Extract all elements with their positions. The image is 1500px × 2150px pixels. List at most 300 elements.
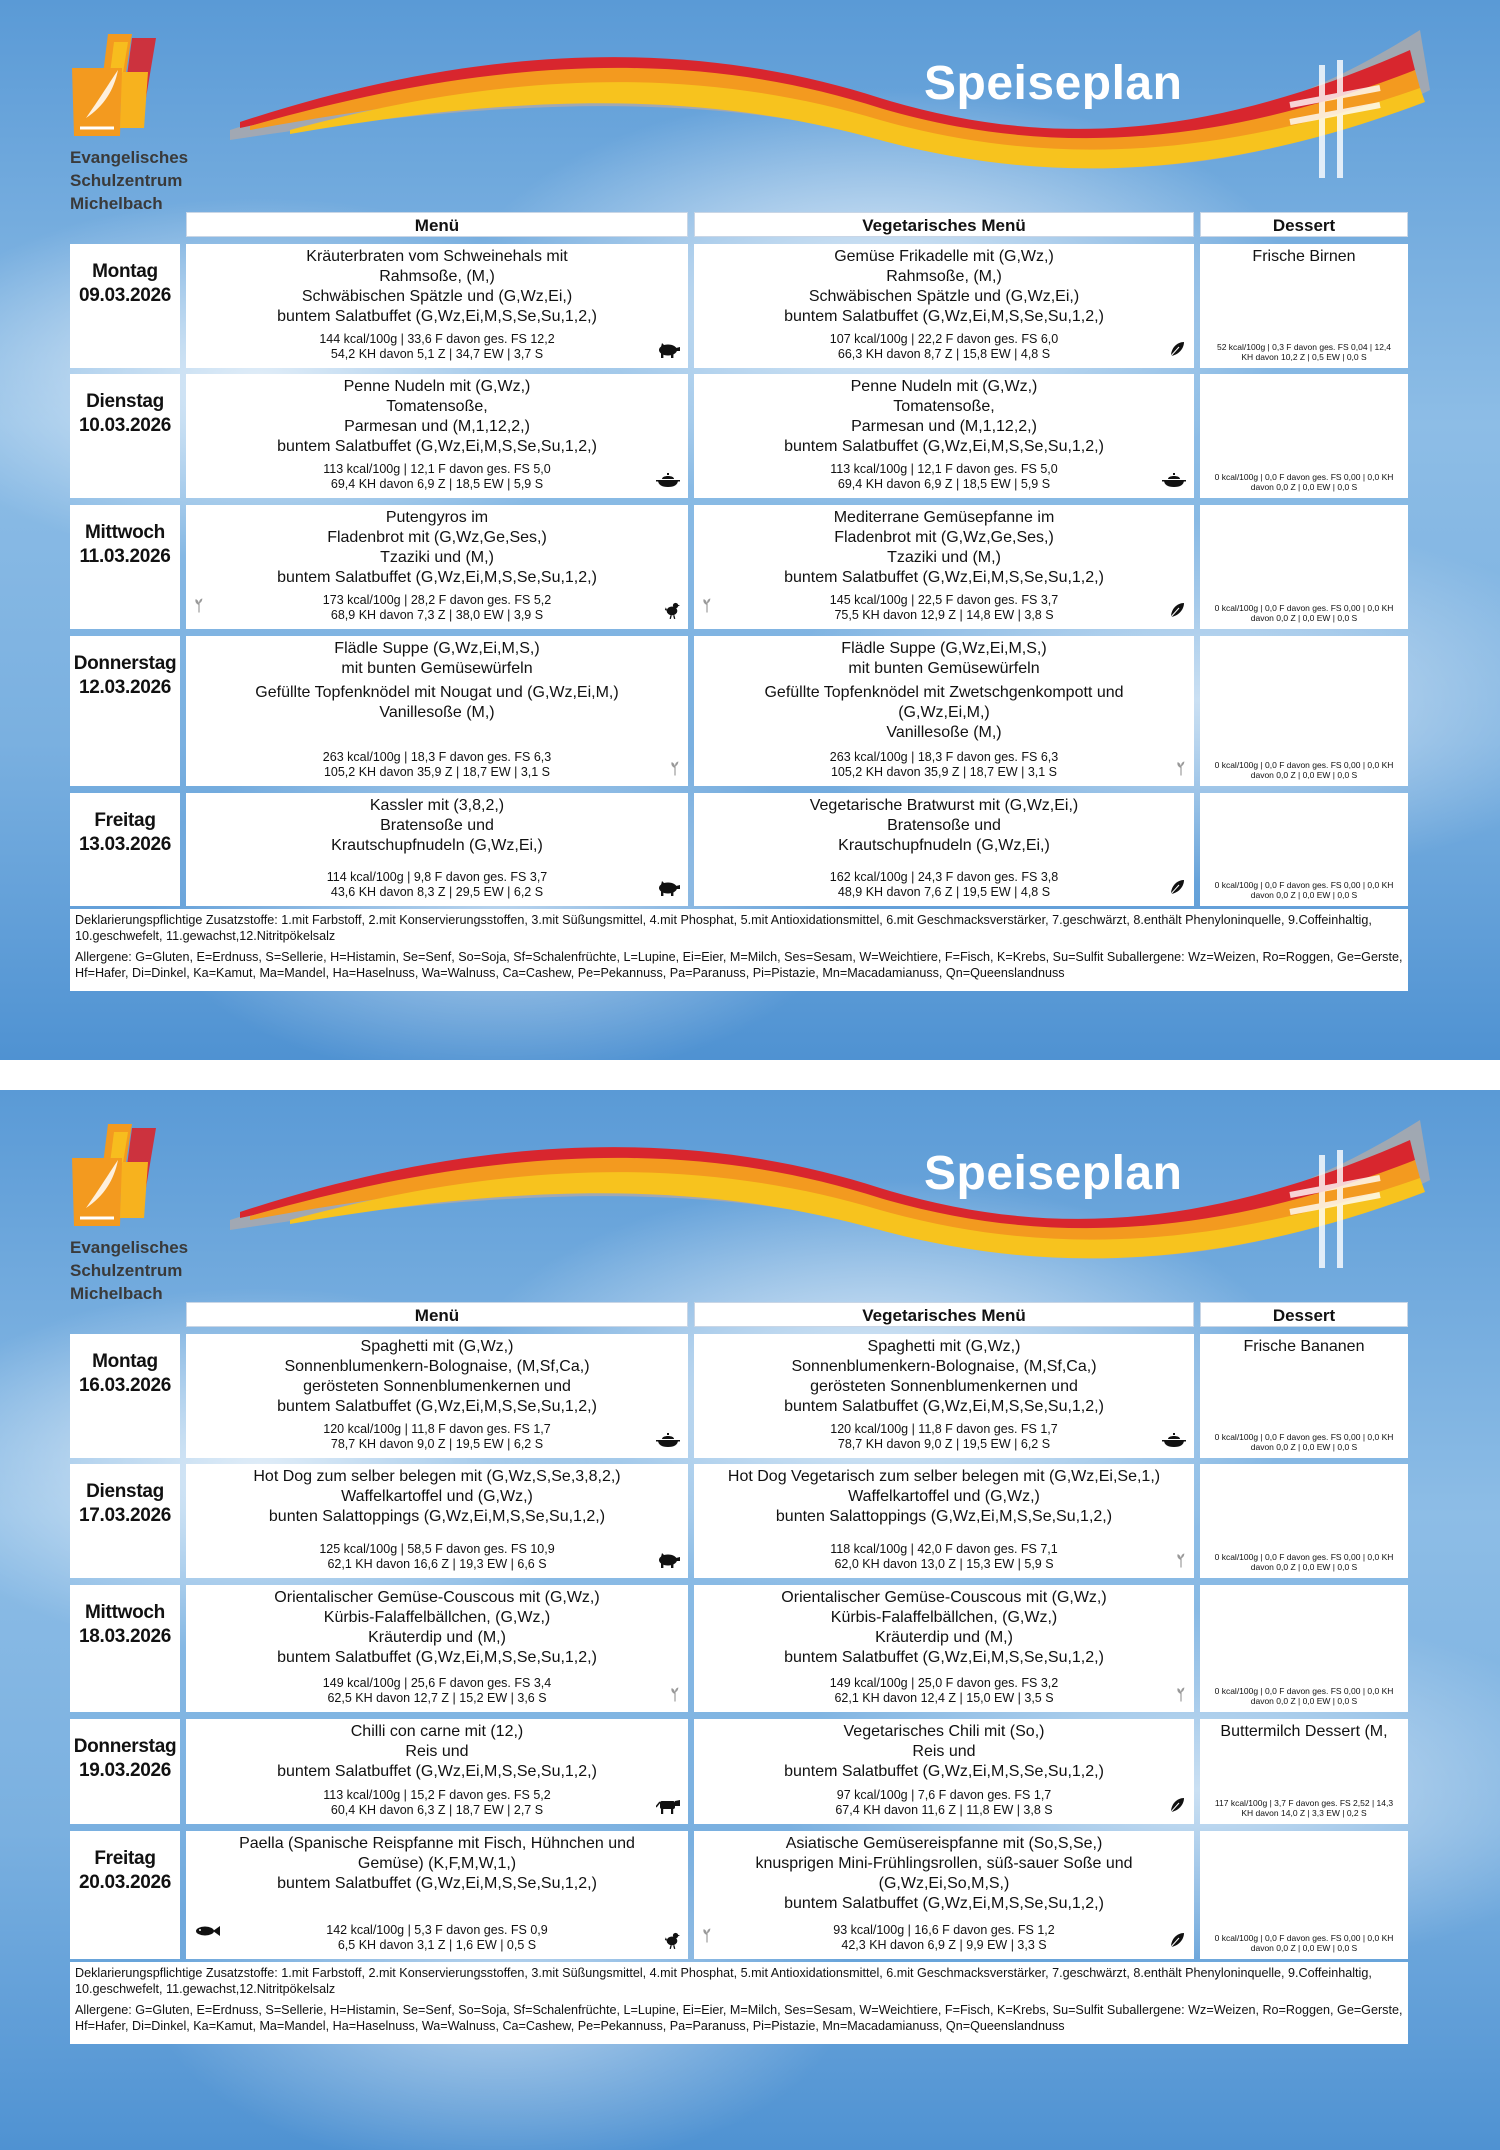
leaf-icon — [1162, 601, 1186, 619]
nutrition-line-1: 114 kcal/100g | 9,8 F davon ges. FS 3,7 — [326, 870, 548, 884]
nutrition-line-1: 263 kcal/100g | 18,3 F davon ges. FS 6,3 — [829, 750, 1059, 764]
day-label — [70, 1334, 180, 1458]
dish-line: Frische Birnen — [1252, 248, 1356, 265]
day-label — [70, 1585, 180, 1712]
dessert-cell — [1200, 1719, 1408, 1824]
dish-line: Tomatensoße, — [893, 398, 995, 415]
nutrition-line-2: 75,5 KH davon 12,9 Z | 14,8 EW | 3,8 S — [834, 608, 1054, 622]
pot-icon — [656, 470, 680, 488]
column-header-menu: Menü — [186, 1302, 688, 1327]
menu-cell — [186, 1831, 688, 1959]
dish-line: Krautschupfnudeln (G,Wz,Ei,) — [331, 837, 543, 854]
dish-line: Gefüllte Topfenknödel mit Nougat und (G,Wz,Ei,M,) — [255, 684, 619, 701]
nutrition-line-2: 68,9 KH davon 7,3 Z | 38,0 EW | 3,9 S — [330, 608, 544, 622]
dish-line: Buttermilch Dessert (M, — [1220, 1723, 1388, 1740]
dish-text — [700, 1467, 1188, 1527]
menu-cell — [186, 505, 688, 629]
dish-line: Orientalischer Gemüse-Couscous mit (G,Wz,) — [781, 1589, 1107, 1606]
day-name: Dienstag — [86, 1481, 164, 1502]
nutrition-line-1: 113 kcal/100g | 12,1 F davon ges. FS 5,0 — [323, 462, 551, 476]
footer-legend — [70, 909, 1408, 991]
nutrition-line-1: 0 kcal/100g | 0,0 F davon ges. FS 0,00 | 0,0 KH davon 0,0 Z | 0,0 EW | 0,0 S — [1214, 880, 1394, 900]
dessert-cell — [1200, 505, 1408, 629]
nutrition-info — [186, 870, 688, 900]
column-header-dessert: Dessert — [1200, 212, 1408, 237]
nutrition-line-1: 0 kcal/100g | 0,0 F davon ges. FS 0,00 | 0,0 KH davon 0,0 Z | 0,0 EW | 0,0 S — [1214, 1933, 1394, 1953]
dish-line: Vanillesoße (M,) — [886, 724, 1002, 741]
day-date: 20.03.2026 — [78, 1872, 172, 1893]
dish-line: buntem Salatbuffet (G,Wz,Ei,M,S,Se,Su,1,2,) — [277, 1649, 597, 1666]
nutrition-info — [1200, 603, 1408, 623]
chicken-icon — [656, 1931, 680, 1949]
sprout-icon — [194, 597, 208, 615]
nutrition-line-1: 52 kcal/100g | 0,3 F davon ges. FS 0,04 | 12,4 KH davon 10,2 Z | 0,5 EW | 0,0 S — [1216, 342, 1392, 362]
nutrition-info — [1200, 760, 1408, 780]
sprout-icon — [656, 758, 680, 776]
nutrition-line-2: 67,4 KH davon 11,6 Z | 11,8 EW | 3,8 S — [835, 1803, 1053, 1817]
day-row — [70, 374, 1408, 498]
nutrition-line-2: 105,2 KH davon 35,9 Z | 18,7 EW | 3,1 S — [323, 765, 551, 779]
day-date: 19.03.2026 — [78, 1760, 172, 1781]
nutrition-info — [694, 870, 1194, 900]
dish-line: mit bunten Gemüsewürfeln — [848, 660, 1040, 677]
nutrition-line-1: 0 kcal/100g | 0,0 F davon ges. FS 0,00 | 0,0 KH davon 0,0 Z | 0,0 EW | 0,0 S — [1214, 472, 1394, 492]
dish-line: Frische Bananen — [1243, 1338, 1365, 1355]
nutrition-info — [694, 1676, 1194, 1706]
nutrition-line-1: 149 kcal/100g | 25,6 F davon ges. FS 3,4 — [322, 1676, 552, 1690]
dish-line: Asiatische Gemüsereispfanne mit (So,S,Se,) — [785, 1835, 1103, 1852]
pot-icon — [656, 1430, 680, 1448]
dish-line: bunten Salattoppings (G,Wz,Ei,M,S,Se,Su,1,2,) — [775, 1508, 1113, 1525]
nutrition-line-1: 162 kcal/100g | 24,3 F davon ges. FS 3,8 — [829, 870, 1059, 884]
nutrition-info — [186, 1788, 688, 1818]
column-header-dessert: Dessert — [1200, 1302, 1408, 1327]
dish-line: buntem Salatbuffet (G,Wz,Ei,M,S,Se,Su,1,2,) — [784, 1895, 1104, 1912]
dish-line: buntem Salatbuffet (G,Wz,Ei,M,S,Se,Su,1,2,) — [277, 438, 597, 455]
dish-line: Tomatensoße, — [386, 398, 488, 415]
dish-line: Tzaziki und (M,) — [380, 549, 494, 566]
allergens-legend: Allergene: G=Gluten, E=Erdnuss, S=Sellerie, H=Histamin, Se=Senf, So=Soja, Sf=Schalenfrüchte, L=Lupine, Ei=Eier, M=Milch, Ses=Sesam, W=Weichtiere, F=Fisch, K=Krebs, Su=Sulfit Suballergene: Wz=Weizen, Ro=Roggen, Ge=Gerste, Hf=Hafer, Di=Dinkel, Ka=Kamut, Ma=Mandel, Ha=Haselnuss, Wa=Walnuss, Ca=Cashew, Pe=Pekannuss, Pa=Paranuss, Pi=Pistazie, Mn=Macadamianuss, Qn=Queenslandnuss — [75, 2003, 1403, 2033]
dish-line: Spaghetti mit (G,Wz,) — [867, 1338, 1021, 1355]
nutrition-line-2: 105,2 KH davon 35,9 Z | 18,7 EW | 3,1 S — [830, 765, 1058, 779]
day-name: Mittwoch — [85, 1602, 165, 1623]
pot-icon — [1162, 1430, 1186, 1448]
dish-line: buntem Salatbuffet (G,Wz,Ei,M,S,Se,Su,1,2,) — [784, 1763, 1104, 1780]
dish-text — [700, 1337, 1188, 1417]
nutrition-line-1: 173 kcal/100g | 28,2 F davon ges. FS 5,2 — [322, 593, 552, 607]
dish-line: Schwäbischen Spätzle und (G,Wz,Ei,) — [808, 288, 1080, 305]
dish-text — [192, 1467, 682, 1527]
sprout-icon — [1162, 758, 1186, 776]
dish-line: Kürbis-Falaffelbällchen, (G,Wz,) — [323, 1609, 551, 1626]
dish-line: (G,Wz,Ei,M,) — [898, 704, 990, 721]
nutrition-line-2: 66,3 KH davon 8,7 Z | 15,8 EW | 4,8 S — [837, 347, 1051, 361]
day-row — [70, 793, 1408, 906]
day-date: 10.03.2026 — [78, 415, 172, 436]
dish-line: buntem Salatbuffet (G,Wz,Ei,M,S,Se,Su,1,2,) — [277, 1763, 597, 1780]
dish-line: knusprigen Mini-Frühlingsrollen, süß-sauer Soße und — [755, 1855, 1133, 1872]
day-label — [70, 1464, 180, 1578]
dish-line: buntem Salatbuffet (G,Wz,Ei,M,S,Se,Su,1,2,) — [784, 1649, 1104, 1666]
dish-line: Orientalischer Gemüse-Couscous mit (G,Wz,) — [274, 1589, 600, 1606]
dish-line: Sonnenblumenkern-Bolognaise, (M,Sf,Ca,) — [791, 1358, 1097, 1375]
nutrition-line-2: 78,7 KH davon 9,0 Z | 19,5 EW | 6,2 S — [837, 1437, 1051, 1451]
nutrition-info — [694, 593, 1194, 623]
nutrition-info — [1200, 342, 1408, 362]
dish-line: buntem Salatbuffet (G,Wz,Ei,M,S,Se,Su,1,2,) — [277, 1398, 597, 1415]
nutrition-line-1: 0 kcal/100g | 0,0 F davon ges. FS 0,00 | 0,0 KH davon 0,0 Z | 0,0 EW | 0,0 S — [1214, 760, 1394, 780]
nutrition-info — [694, 462, 1194, 492]
day-label — [70, 374, 180, 498]
nutrition-line-1: 144 kcal/100g | 33,6 F davon ges. FS 12,2 — [319, 332, 555, 346]
nutrition-info — [186, 593, 688, 623]
nutrition-line-1: 149 kcal/100g | 25,0 F davon ges. FS 3,2 — [829, 1676, 1059, 1690]
day-row — [70, 636, 1408, 786]
dish-text — [700, 1588, 1188, 1668]
dish-text — [192, 1834, 682, 1894]
nutrition-info — [186, 1923, 688, 1953]
school-name-line: Schulzentrum — [70, 171, 183, 190]
day-label — [70, 793, 180, 906]
day-label — [70, 505, 180, 629]
dish-text — [700, 796, 1188, 856]
leaf-icon — [1162, 1931, 1186, 1949]
nutrition-info — [1200, 1432, 1408, 1452]
nutrition-line-1: 97 kcal/100g | 7,6 F davon ges. FS 1,7 — [836, 1788, 1052, 1802]
veg-menu-cell — [694, 793, 1194, 906]
school-name-line: Michelbach — [70, 194, 163, 213]
day-label — [70, 244, 180, 368]
pig-icon — [656, 878, 680, 896]
nutrition-line-2: 48,9 KH davon 7,6 Z | 19,5 EW | 4,8 S — [837, 885, 1051, 899]
dish-line: buntem Salatbuffet (G,Wz,Ei,M,S,Se,Su,1,2,) — [784, 308, 1104, 325]
dish-text — [700, 247, 1188, 327]
dessert-cell — [1200, 374, 1408, 498]
dish-line: gerösteten Sonnenblumenkernen und — [810, 1378, 1078, 1395]
dish-text — [700, 377, 1188, 457]
veg-menu-cell — [694, 374, 1194, 498]
nutrition-info — [186, 332, 688, 362]
nutrition-line-1: 0 kcal/100g | 0,0 F davon ges. FS 0,00 | 0,0 KH davon 0,0 Z | 0,0 EW | 0,0 S — [1214, 603, 1394, 623]
day-date: 11.03.2026 — [79, 546, 171, 567]
dish-line: buntem Salatbuffet (G,Wz,Ei,M,S,Se,Su,1,2,) — [784, 438, 1104, 455]
veg-menu-cell — [694, 636, 1194, 786]
dish-line: Parmesan und (M,1,12,2,) — [344, 418, 530, 435]
nutrition-info — [694, 1923, 1194, 1953]
day-name: Mittwoch — [85, 522, 165, 543]
nutrition-info — [694, 1542, 1194, 1572]
nutrition-line-1: 113 kcal/100g | 12,1 F davon ges. FS 5,0 — [830, 462, 1058, 476]
column-header-menu: Menü — [186, 212, 688, 237]
nutrition-info — [694, 750, 1194, 780]
day-name: Freitag — [94, 810, 156, 831]
sprout-icon — [702, 597, 716, 615]
footer-legend — [70, 1962, 1408, 2044]
dish-line: buntem Salatbuffet (G,Wz,Ei,M,S,Se,Su,1,2,) — [784, 1398, 1104, 1415]
nutrition-line-2: 62,1 KH davon 12,4 Z | 15,0 EW | 3,5 S — [834, 1691, 1054, 1705]
dish-line: Flädle Suppe (G,Wz,Ei,M,S,) — [334, 640, 540, 657]
dish-line: Reis und — [912, 1743, 976, 1760]
nutrition-info — [186, 750, 688, 780]
dessert-cell — [1200, 1585, 1408, 1712]
dessert-cell — [1200, 1831, 1408, 1959]
dessert-cell — [1200, 636, 1408, 786]
dish-line: Paella (Spanische Reispfanne mit Fisch, Hühnchen und — [239, 1835, 635, 1852]
dish-line: Fladenbrot mit (G,Wz,Ge,Ses,) — [834, 529, 1054, 546]
dessert-cell — [1200, 1464, 1408, 1578]
nutrition-info — [694, 332, 1194, 362]
menu-cell — [186, 1585, 688, 1712]
dish-line: Vegetarische Bratwurst mit (G,Wz,Ei,) — [809, 797, 1079, 814]
dish-line: Kräuterdip und (M,) — [875, 1629, 1013, 1646]
nutrition-info — [186, 1676, 688, 1706]
menu-cell — [186, 1334, 688, 1458]
chicken-icon — [656, 601, 680, 619]
nutrition-line-2: 62,1 KH davon 16,6 Z | 19,3 EW | 6,6 S — [327, 1557, 547, 1571]
sprout-icon — [656, 1684, 680, 1702]
nutrition-info — [1200, 1933, 1408, 1953]
dish-second-course — [700, 683, 1188, 743]
dish-text — [1206, 1722, 1402, 1742]
nutrition-line-1: 113 kcal/100g | 15,2 F davon ges. FS 5,2 — [323, 1788, 551, 1802]
dish-line: Waffelkartoffel und (G,Wz,) — [848, 1488, 1040, 1505]
nutrition-line-1: 145 kcal/100g | 22,5 F davon ges. FS 3,7 — [829, 593, 1059, 607]
nutrition-line-1: 117 kcal/100g | 3,7 F davon ges. FS 2,52 | 14,3 KH davon 14,0 Z | 3,3 EW | 0,2 S — [1214, 1798, 1394, 1818]
page-title: Speiseplan — [924, 57, 1183, 110]
page-title: Speiseplan — [924, 1147, 1183, 1200]
veg-menu-cell — [694, 1334, 1194, 1458]
nutrition-line-2: 62,0 KH davon 13,0 Z | 15,3 EW | 5,9 S — [834, 1557, 1054, 1571]
leaf-icon — [1162, 878, 1186, 896]
cow-icon — [656, 1796, 680, 1814]
nutrition-info — [1200, 1798, 1408, 1818]
nutrition-line-1: 93 kcal/100g | 16,6 F davon ges. FS 1,2 — [833, 1923, 1055, 1937]
dish-line: Mediterrane Gemüsepfanne im — [833, 509, 1055, 526]
dish-line: Vegetarisches Chili mit (So,) — [843, 1723, 1045, 1740]
nutrition-line-1: 0 kcal/100g | 0,0 F davon ges. FS 0,00 | 0,0 KH davon 0,0 Z | 0,0 EW | 0,0 S — [1214, 1552, 1394, 1572]
nutrition-info — [186, 1542, 688, 1572]
nutrition-line-1: 107 kcal/100g | 22,2 F davon ges. FS 6,0 — [829, 332, 1059, 346]
school-name — [70, 1236, 188, 1305]
dish-line: Krautschupfnudeln (G,Wz,Ei,) — [838, 837, 1050, 854]
day-name: Donnerstag — [73, 653, 177, 674]
dish-text — [700, 639, 1188, 743]
dish-line: Gefüllte Topfenknödel mit Zwetschgenkompott und — [764, 684, 1124, 701]
dish-line: buntem Salatbuffet (G,Wz,Ei,M,S,Se,Su,1,2,) — [277, 1875, 597, 1892]
dish-line: buntem Salatbuffet (G,Wz,Ei,M,S,Se,Su,1,2,) — [277, 308, 597, 325]
dish-line: Schwäbischen Spätzle und (G,Wz,Ei,) — [301, 288, 573, 305]
nutrition-line-2: 69,4 KH davon 6,9 Z | 18,5 EW | 5,9 S — [330, 477, 544, 491]
column-header-veg: Vegetarisches Menü — [694, 212, 1194, 237]
dish-text — [700, 508, 1188, 588]
menu-cell — [186, 374, 688, 498]
nutrition-line-2: 60,4 KH davon 6,3 Z | 18,7 EW | 2,7 S — [330, 1803, 544, 1817]
dish-line: Hot Dog Vegetarisch zum selber belegen mit (G,Wz,Ei,Se,1,) — [727, 1468, 1161, 1485]
dish-line: Parmesan und (M,1,12,2,) — [851, 418, 1037, 435]
dish-line: Spaghetti mit (G,Wz,) — [360, 1338, 514, 1355]
nutrition-info — [694, 1422, 1194, 1452]
additives-legend: Deklarierungspflichtige Zusatzstoffe: 1.mit Farbstoff, 2.mit Konservierungsstoffen, 3.mit Süßungsmittel, 4.mit Phosphat, 5.mit Antioxidationsmittel, 6.mit Geschmacksverstärker, 7.geschwärzt, 8.enthält Phenyloninquelle, 9.Coffeinhaltig, 10.geschwefelt, 11.gewachst,12.Nitritpökelsalz — [75, 1966, 1372, 1996]
day-date: 13.03.2026 — [78, 834, 172, 855]
dish-text — [192, 247, 682, 327]
veg-menu-cell — [694, 505, 1194, 629]
header-swoosh — [230, 10, 1430, 190]
dish-text — [192, 639, 682, 723]
dish-line: Kassler mit (3,8,2,) — [369, 797, 505, 814]
day-date: 09.03.2026 — [78, 285, 172, 306]
dish-text — [192, 1722, 682, 1782]
nutrition-line-2: 69,4 KH davon 6,9 Z | 18,5 EW | 5,9 S — [837, 477, 1051, 491]
nutrition-info — [186, 1422, 688, 1452]
dish-line: Kürbis-Falaffelbällchen, (G,Wz,) — [830, 1609, 1058, 1626]
dish-line: Gemüse) (K,F,M,W,1,) — [357, 1855, 517, 1872]
school-name-line: Schulzentrum — [70, 1261, 183, 1280]
nutrition-info — [1200, 1686, 1408, 1706]
day-row — [70, 244, 1408, 368]
dish-line: mit bunten Gemüsewürfeln — [341, 660, 533, 677]
header-swoosh — [230, 1100, 1430, 1280]
dish-line: gerösteten Sonnenblumenkernen und — [303, 1378, 571, 1395]
day-label — [70, 636, 180, 786]
dish-text — [700, 1722, 1188, 1782]
leaf-icon — [1162, 340, 1186, 358]
day-name: Montag — [92, 261, 158, 282]
dish-line: Waffelkartoffel und (G,Wz,) — [341, 1488, 533, 1505]
dish-line: Sonnenblumenkern-Bolognaise, (M,Sf,Ca,) — [284, 1358, 590, 1375]
dish-text — [192, 508, 682, 588]
day-row — [70, 1464, 1408, 1578]
dish-text — [192, 1588, 682, 1668]
menu-cell — [186, 1719, 688, 1824]
pig-icon — [656, 340, 680, 358]
day-date: 18.03.2026 — [78, 1626, 172, 1647]
day-row — [70, 1585, 1408, 1712]
school-name — [70, 146, 188, 215]
dish-line: Rahmsoße, (M,) — [886, 268, 1002, 285]
nutrition-info — [186, 462, 688, 492]
dish-line: Gemüse Frikadelle mit (G,Wz,) — [834, 248, 1054, 265]
school-name-line: Michelbach — [70, 1284, 163, 1303]
dessert-cell — [1200, 244, 1408, 368]
dish-line: Flädle Suppe (G,Wz,Ei,M,S,) — [841, 640, 1047, 657]
veg-menu-cell — [694, 1585, 1194, 1712]
nutrition-line-1: 142 kcal/100g | 5,3 F davon ges. FS 0,9 — [326, 1923, 548, 1937]
column-header-veg: Vegetarisches Menü — [694, 1302, 1194, 1327]
dish-line: Bratensoße und — [380, 817, 494, 834]
fish-icon — [194, 1925, 222, 1943]
day-name: Dienstag — [86, 391, 164, 412]
nutrition-line-1: 0 kcal/100g | 0,0 F davon ges. FS 0,00 | 0,0 KH davon 0,0 Z | 0,0 EW | 0,0 S — [1214, 1686, 1394, 1706]
dessert-cell — [1200, 793, 1408, 906]
dish-line: Vanillesoße (M,) — [379, 704, 495, 721]
nutrition-line-1: 120 kcal/100g | 11,8 F davon ges. FS 1,7 — [830, 1422, 1058, 1436]
nutrition-line-1: 125 kcal/100g | 58,5 F davon ges. FS 10,9 — [319, 1542, 555, 1556]
day-label — [70, 1831, 180, 1959]
nutrition-line-2: 6,5 KH davon 3,1 Z | 1,6 EW | 0,5 S — [337, 1938, 537, 1952]
sprout-icon — [1162, 1550, 1186, 1568]
additives-legend: Deklarierungspflichtige Zusatzstoffe: 1.mit Farbstoff, 2.mit Konservierungsstoffen, 3.mit Süßungsmittel, 4.mit Phosphat, 5.mit Antioxidationsmittel, 6.mit Geschmacksverstärker, 7.geschwärzt, 8.enthält Phenyloninquelle, 9.Coffeinhaltig, 10.geschwefelt, 11.gewachst,12.Nitritpökelsalz — [75, 913, 1372, 943]
menu-week-2 — [0, 1090, 1500, 2150]
sprout-icon — [1162, 1684, 1186, 1702]
dish-line: Tzaziki und (M,) — [887, 549, 1001, 566]
day-row — [70, 1334, 1408, 1458]
nutrition-line-2: 54,2 KH davon 5,1 Z | 34,7 EW | 3,7 S — [330, 347, 544, 361]
day-name: Freitag — [94, 1848, 156, 1869]
nutrition-info — [1200, 472, 1408, 492]
day-name: Donnerstag — [73, 1736, 177, 1757]
day-date: 17.03.2026 — [78, 1505, 172, 1526]
dish-line: (G,Wz,Ei,So,M,S,) — [878, 1875, 1010, 1892]
dish-line: buntem Salatbuffet (G,Wz,Ei,M,S,Se,Su,1,2,) — [784, 569, 1104, 586]
nutrition-line-1: 263 kcal/100g | 18,3 F davon ges. FS 6,3 — [322, 750, 552, 764]
nutrition-line-2: 43,6 KH davon 8,3 Z | 29,5 EW | 6,2 S — [330, 885, 544, 899]
dish-line: Kräuterdip und (M,) — [368, 1629, 506, 1646]
veg-menu-cell — [694, 1719, 1194, 1824]
menu-cell — [186, 793, 688, 906]
dish-line: Reis und — [405, 1743, 469, 1760]
menu-cell — [186, 636, 688, 786]
dish-line: buntem Salatbuffet (G,Wz,Ei,M,S,Se,Su,1,2,) — [277, 569, 597, 586]
menu-cell — [186, 244, 688, 368]
day-date: 16.03.2026 — [78, 1375, 172, 1396]
nutrition-info — [1200, 1552, 1408, 1572]
dish-line: Kräuterbraten vom Schweinehals mit — [306, 248, 568, 265]
dish-text — [700, 1834, 1188, 1914]
veg-menu-cell — [694, 1831, 1194, 1959]
day-date: 12.03.2026 — [78, 677, 172, 698]
nutrition-line-1: 0 kcal/100g | 0,0 F davon ges. FS 0,00 | 0,0 KH davon 0,0 Z | 0,0 EW | 0,0 S — [1214, 1432, 1394, 1452]
nutrition-line-2: 78,7 KH davon 9,0 Z | 19,5 EW | 6,2 S — [330, 1437, 544, 1451]
menu-cell — [186, 1464, 688, 1578]
nutrition-info — [1200, 880, 1408, 900]
menu-week-1 — [0, 0, 1500, 1060]
dish-line: Hot Dog zum selber belegen mit (G,Wz,S,Se,3,8,2,) — [253, 1468, 621, 1485]
school-logo — [70, 1118, 180, 1228]
dish-text — [192, 1337, 682, 1417]
dish-line: bunten Salattoppings (G,Wz,Ei,M,S,Se,Su,1,2,) — [268, 1508, 606, 1525]
day-row — [70, 1831, 1408, 1959]
day-row — [70, 505, 1408, 629]
nutrition-line-1: 120 kcal/100g | 11,8 F davon ges. FS 1,7 — [323, 1422, 551, 1436]
dish-text — [1206, 1337, 1402, 1357]
veg-menu-cell — [694, 1464, 1194, 1578]
dish-line: Penne Nudeln mit (G,Wz,) — [850, 378, 1038, 395]
day-label — [70, 1719, 180, 1824]
nutrition-line-2: 62,5 KH davon 12,7 Z | 15,2 EW | 3,6 S — [327, 1691, 547, 1705]
dish-line: Chilli con carne mit (12,) — [350, 1723, 524, 1740]
sprout-icon — [702, 1927, 716, 1945]
leaf-icon — [1162, 1796, 1186, 1814]
dish-line: Penne Nudeln mit (G,Wz,) — [343, 378, 531, 395]
dish-line: Rahmsoße, (M,) — [379, 268, 495, 285]
pot-icon — [1162, 470, 1186, 488]
nutrition-info — [694, 1788, 1194, 1818]
dish-line: Bratensoße und — [887, 817, 1001, 834]
dish-line: Fladenbrot mit (G,Wz,Ge,Ses,) — [327, 529, 547, 546]
day-row — [70, 1719, 1408, 1824]
allergens-legend: Allergene: G=Gluten, E=Erdnuss, S=Sellerie, H=Histamin, Se=Senf, So=Soja, Sf=Schalenfrüchte, L=Lupine, Ei=Eier, M=Milch, Ses=Sesam, W=Weichtiere, F=Fisch, K=Krebs, Su=Sulfit Suballergene: Wz=Weizen, Ro=Roggen, Ge=Gerste, Hf=Hafer, Di=Dinkel, Ka=Kamut, Ma=Mandel, Ha=Haselnuss, Wa=Walnuss, Ca=Cashew, Pe=Pekannuss, Pa=Paranuss, Pi=Pistazie, Mn=Macadamianuss, Qn=Queenslandnuss — [75, 950, 1403, 980]
dish-line: Putengyros im — [385, 509, 489, 526]
page-gap — [0, 1060, 1500, 1090]
dish-text — [1206, 247, 1402, 267]
dish-text — [192, 377, 682, 457]
nutrition-line-1: 118 kcal/100g | 42,0 F davon ges. FS 7,1 — [830, 1542, 1058, 1556]
school-name-line: Evangelisches — [70, 148, 189, 167]
nutrition-line-2: 42,3 KH davon 6,9 Z | 9,9 EW | 3,3 S — [841, 1938, 1047, 1952]
pig-icon — [656, 1550, 680, 1568]
day-name: Montag — [92, 1351, 158, 1372]
dish-text — [192, 796, 682, 856]
